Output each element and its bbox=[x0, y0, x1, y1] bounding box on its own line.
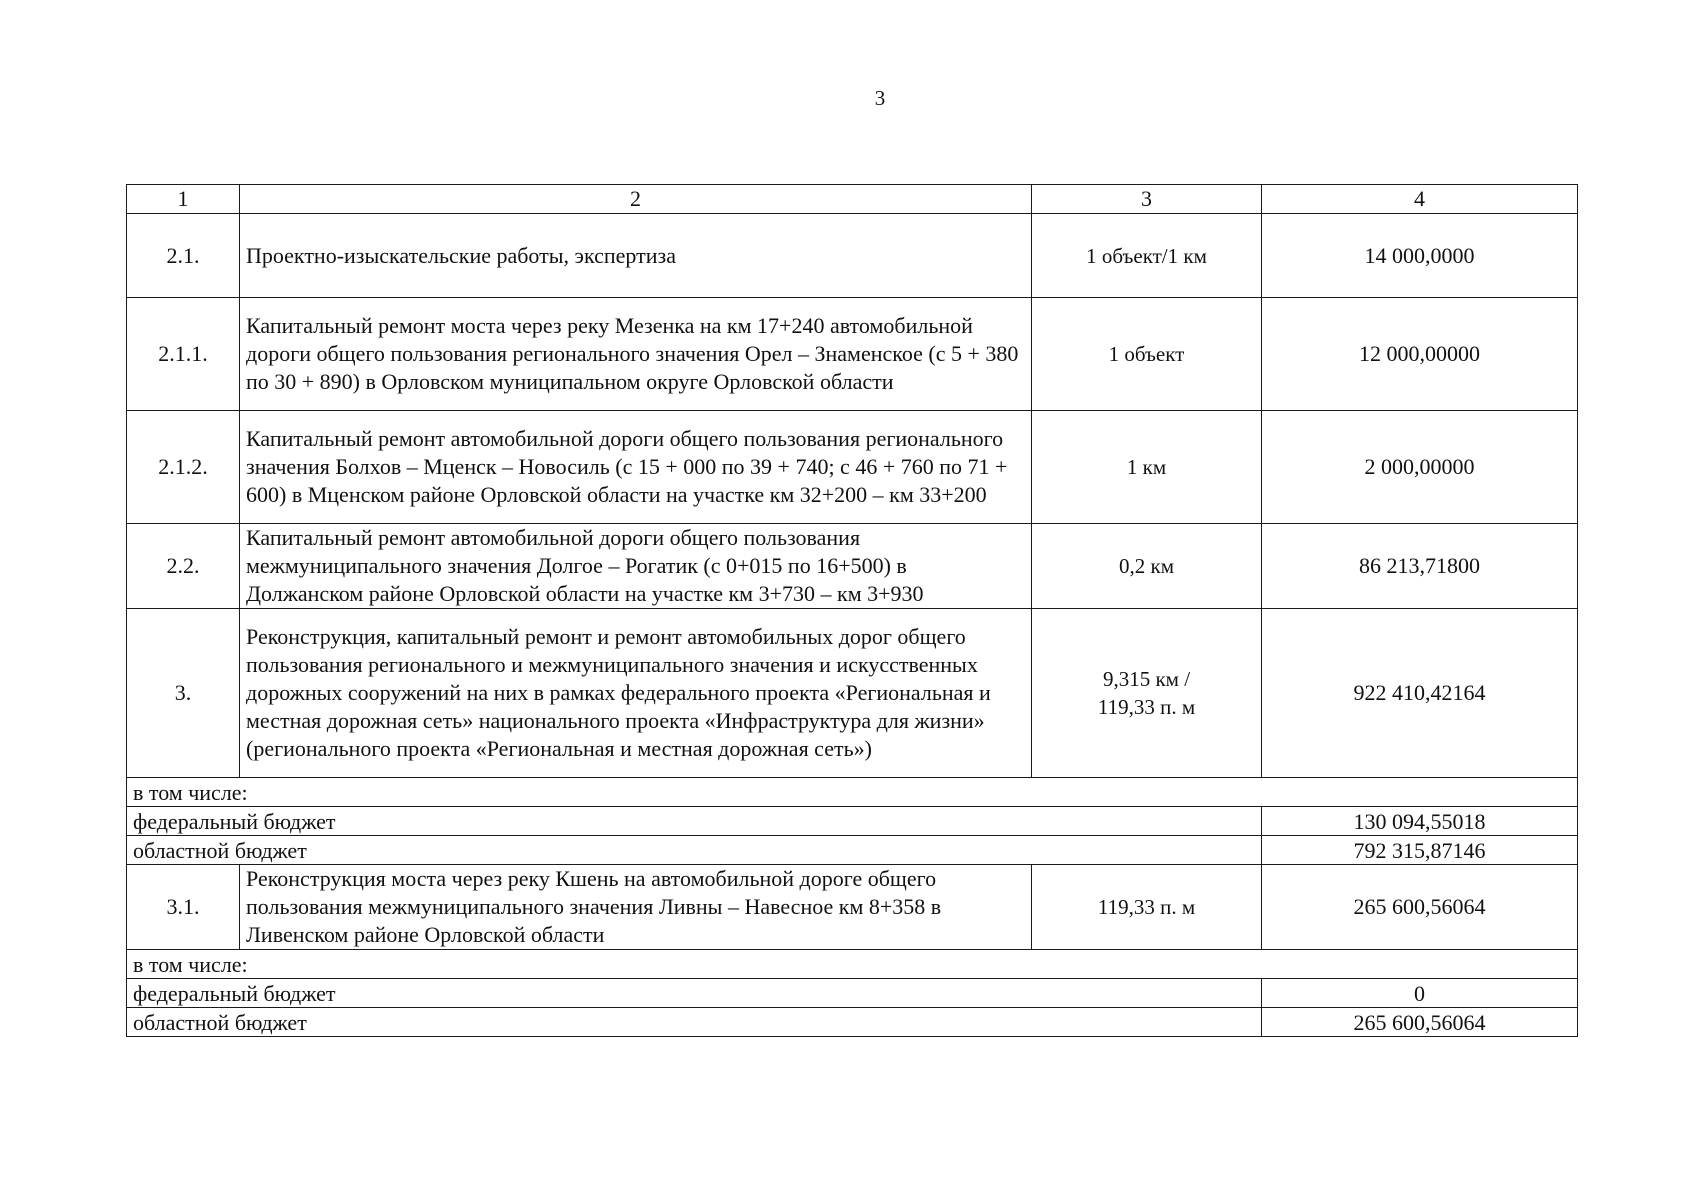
table-header-row bbox=[127, 185, 1578, 214]
federal-budget-row bbox=[127, 807, 1578, 836]
table-row bbox=[127, 411, 1578, 524]
federal-budget-label: федеральный бюджет bbox=[127, 979, 1262, 1008]
page-number: 3 bbox=[874, 86, 886, 110]
regional-budget-amount: 792 315,87146 bbox=[1262, 836, 1578, 865]
row-amount: 14 000,0000 bbox=[1262, 214, 1578, 298]
row-number: 2.2. bbox=[127, 524, 240, 609]
table-row bbox=[127, 609, 1578, 778]
row-amount: 922 410,42164 bbox=[1262, 609, 1578, 778]
row-number: 2.1. bbox=[127, 214, 240, 298]
header-col-1: 1 bbox=[127, 185, 240, 214]
regional-budget-label: областной бюджет bbox=[127, 1008, 1262, 1037]
row-number: 3.1. bbox=[127, 865, 240, 950]
row-name: Капитальный ремонт автомобильной дороги общего пользования регионального значения Болхов – Мценск – Новосиль (с 15 + 000 по 39 + 740; с 46 + 760 по 71 + 600) в Мценском районе Орловской области на участке км 32+200 – км 33+200 bbox=[240, 411, 1032, 524]
budget-table bbox=[126, 184, 1578, 1037]
row-number: 2.1.1. bbox=[127, 298, 240, 411]
table-row bbox=[127, 524, 1578, 609]
regional-budget-row bbox=[127, 1008, 1578, 1037]
header-col-4: 4 bbox=[1262, 185, 1578, 214]
including-row bbox=[127, 950, 1578, 979]
including-row bbox=[127, 778, 1578, 807]
federal-budget-row bbox=[127, 979, 1578, 1008]
federal-budget-amount: 130 094,55018 bbox=[1262, 807, 1578, 836]
row-name: Реконструкция, капитальный ремонт и ремонт автомобильных дорог общего пользования регионального и межмуниципального значения и искусственных дорожных сооружений на них в рамках федерального проекта «Региональная и местная дорожная сеть» национального проекта «Инфраструктура для жизни» (регионального проекта «Региональная и местная дорожная сеть») bbox=[240, 609, 1032, 778]
row-name: Капитальный ремонт автомобильной дороги общего пользования межмуниципального значения Долгое – Рогатик (с 0+015 по 16+500) в Должанском районе Орловской области на участке км 3+730 – км 3+930 bbox=[240, 524, 1032, 609]
header-col-3: 3 bbox=[1032, 185, 1262, 214]
row-unit: 0,2 км bbox=[1032, 524, 1262, 609]
table-row bbox=[127, 214, 1578, 298]
row-name: Капитальный ремонт моста через реку Мезенка на км 17+240 автомобильной дороги общего пользования регионального значения Орел – Знаменское (с 5 + 380 по 30 + 890) в Орловском муниципальном округе Орловской области bbox=[240, 298, 1032, 411]
regional-budget-row bbox=[127, 836, 1578, 865]
table-row bbox=[127, 298, 1578, 411]
row-unit-text: 9,315 км / 119,33 п. м bbox=[1097, 667, 1196, 719]
row-unit: 1 км bbox=[1032, 411, 1262, 524]
row-amount: 86 213,71800 bbox=[1262, 524, 1578, 609]
row-name: Реконструкция моста через реку Кшень на автомобильной дороге общего пользования межмуниципального значения Ливны – Навесное км 8+358 в Ливенском районе Орловской области bbox=[240, 865, 1032, 950]
table-row bbox=[127, 865, 1578, 950]
federal-budget-label: федеральный бюджет bbox=[127, 807, 1262, 836]
federal-budget-amount: 0 bbox=[1262, 979, 1578, 1008]
row-amount: 2 000,00000 bbox=[1262, 411, 1578, 524]
header-col-2: 2 bbox=[240, 185, 1032, 214]
including-label: в том числе: bbox=[127, 778, 1578, 807]
row-name: Проектно-изыскательские работы, экспертиза bbox=[240, 214, 1032, 298]
row-unit: 1 объект bbox=[1032, 298, 1262, 411]
row-amount: 12 000,00000 bbox=[1262, 298, 1578, 411]
row-unit: 119,33 п. м bbox=[1032, 865, 1262, 950]
row-unit: 1 объект/1 км bbox=[1032, 214, 1262, 298]
row-number: 2.1.2. bbox=[127, 411, 240, 524]
row-amount: 265 600,56064 bbox=[1262, 865, 1578, 950]
regional-budget-amount: 265 600,56064 bbox=[1262, 1008, 1578, 1037]
row-number: 3. bbox=[127, 609, 240, 778]
row-unit bbox=[1032, 609, 1262, 778]
including-label: в том числе: bbox=[127, 950, 1578, 979]
regional-budget-label: областной бюджет bbox=[127, 836, 1262, 865]
